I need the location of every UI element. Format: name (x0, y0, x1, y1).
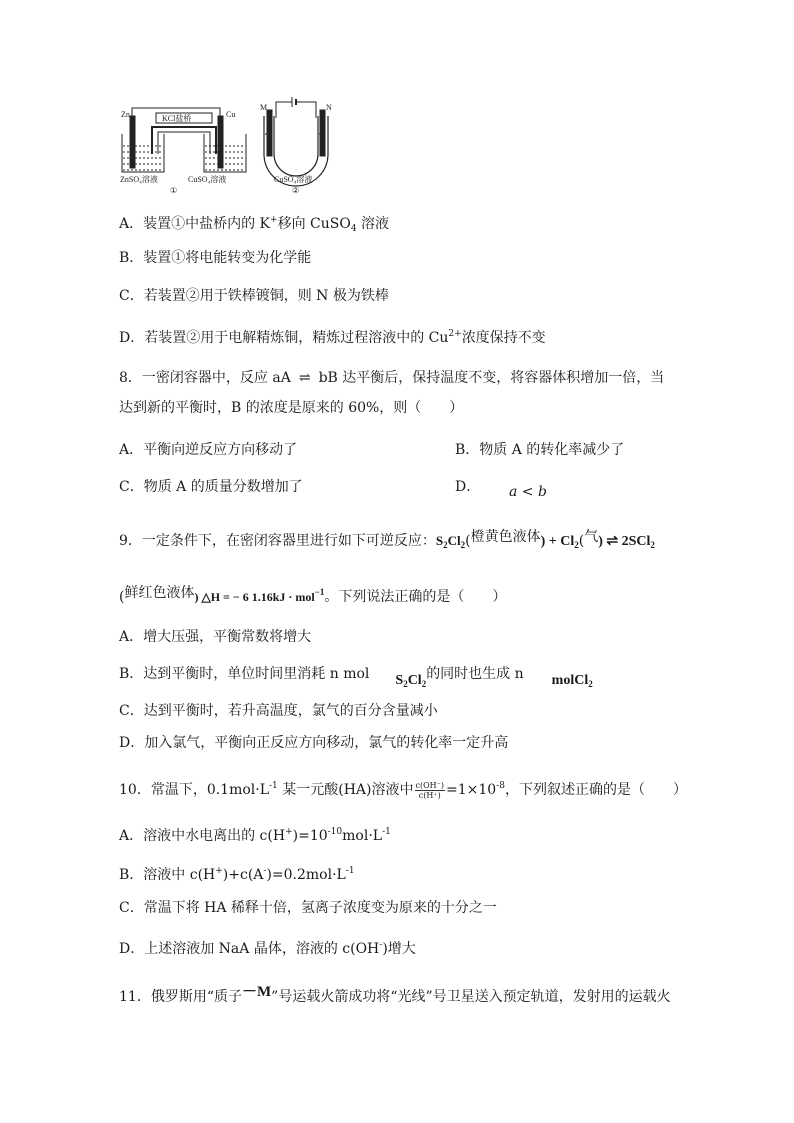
q7-option-c: C．若装置②用于铁棒镀铜，则 N 极为铁棒 (119, 288, 389, 304)
q9-option-a: A．增大压强，平衡常数将增大 (119, 629, 312, 645)
q8-option-d: D． (455, 479, 481, 495)
electrolytic-cell-diagram (264, 97, 328, 186)
label-kcl-bridge: KCl盐桥 (162, 114, 192, 123)
q7-option-b: B．装置①将电能转变为化学能 (119, 250, 312, 266)
q10-fraction: $\frac{c(OH^-)}{c(H^+)}$ (415, 780, 444, 800)
label-cuso4-2: CuSO₄溶液 (274, 175, 313, 184)
label-m: M (260, 103, 268, 112)
label-device-2: ② (292, 186, 300, 195)
q8-option-d-expression: a < b (509, 484, 547, 500)
q10-stem: 10．常温下，$0.1mol\cdot L^{-1}$ 某一元酸(HA)溶液中 $\frac{c(OH^-)}{c(H^+)}$ $=1\times 10^{-8}$，下列叙述正确的是（ ） (119, 780, 687, 800)
q7-option-a: A．装置①中盐桥内的 K+移向 CuSO$_4$ 溶液 (119, 215, 390, 234)
q11-stem: 11．俄罗斯用“质子－M”号运载火箭成功将“光线”号卫星送入预定轨道，发射用的运载火 (119, 984, 671, 1005)
label-device-1: ① (170, 186, 178, 195)
q10-option-b: B．溶液中 $c(H^+)+c(A^-)=0.2mol\cdot L^{-1}$ (119, 866, 355, 883)
q8-stem-line2: 达到新的平衡时，B 的浓度是原来的 60%，则（ ） (119, 400, 464, 416)
q8-stem-line1: 8．一密闭容器中，反应 aA ⇌ bB 达平衡后，保持温度不变，将容器体积增加一倍，当 (119, 370, 665, 386)
q10-option-d: D．上述溶液加 NaA 晶体，溶液的 c(OH-)增大 (119, 940, 416, 957)
label-n: N (326, 103, 332, 112)
q10-option-c: C．常温下将 HA 稀释十倍，氢离子浓度变为原来的十分之一 (119, 900, 497, 916)
q10-option-a: A．溶液中水电离出的 $c(H^+)=10^{-10}mol\cdot L^{-1}$ (119, 827, 391, 844)
q9-stem-line1: 9．一定条件下，在密闭容器里进行如下可逆反应：$S_2Cl_2$(橙黄色液体) + $Cl_2$(气) ⇌ 2SCl$_2$ (119, 529, 655, 550)
q9-option-b: B．达到平衡时，单位时间里消耗 n mol $S_2Cl_2$的同时也生成 n molCl$_2$ (119, 666, 593, 689)
q9-stem-line2: (鲜红色液体) △H = − 6 1.16kJ · mol$^{-1}$。下列说法正确的是（ ） (119, 585, 507, 605)
q9-option-d: D．加入氯气，平衡向正反应方向移动，氯气的转化率一定升高 (119, 735, 509, 751)
label-zn: Zn (121, 110, 130, 119)
q7-option-d: D．若装置②用于电解精炼铜，精炼过程溶液中的 $Cu^{2+}$浓度保持不变 (119, 329, 546, 346)
label-znso4: ZnSO₄溶液 (120, 175, 158, 184)
label-cuso4: CuSO₄溶液 (188, 175, 227, 184)
label-cu: Cu (226, 110, 236, 119)
q8-option-b: B．物质 A 的转化率减少了 (455, 442, 625, 458)
electrochemistry-figure (118, 94, 338, 195)
q8-option-a: A．平衡向逆反应方向移动了 (119, 442, 298, 458)
q8-option-c: C．物质 A 的质量分数增加了 (119, 479, 303, 495)
q9-option-c: C．达到平衡时，若升高温度，氯气的百分含量减小 (119, 703, 438, 719)
